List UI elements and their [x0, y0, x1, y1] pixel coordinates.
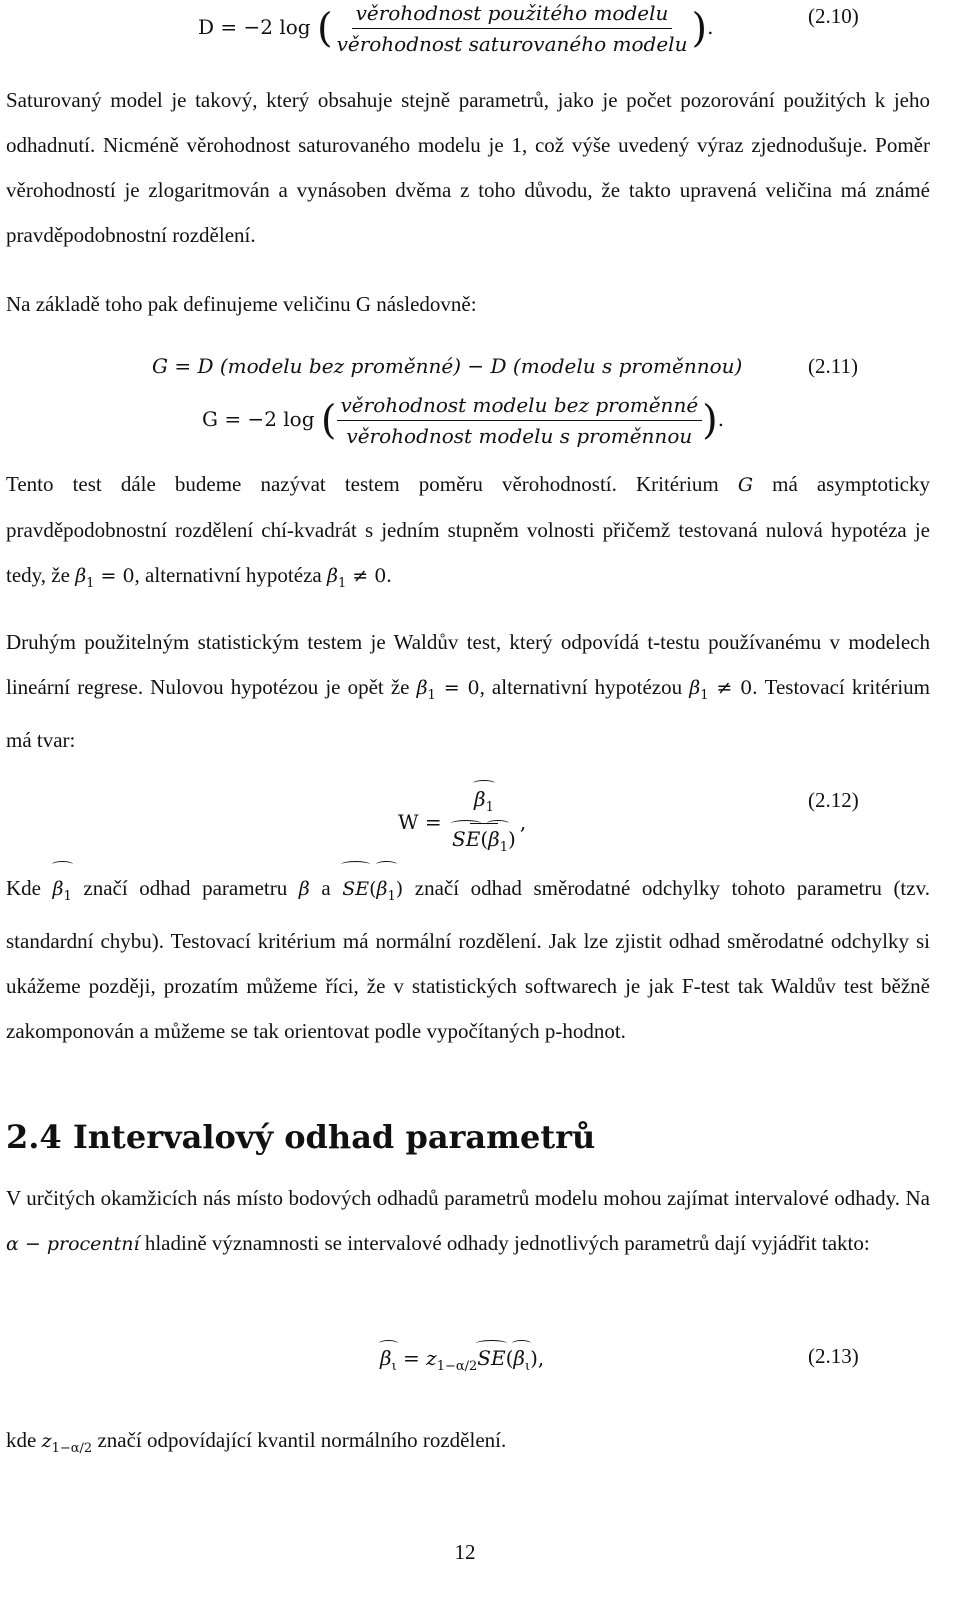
- equation-2-12: W = $\frac{\beta_1}{SE(\beta_1)}$ ,: [398, 786, 526, 861]
- fraction-numerator: $\beta_1$: [470, 786, 498, 824]
- equation-2-11-line2: G = −2 log ( $\frac{\text{věrohodnost modelu bez proměnné}}{\text{věrohodnost modelu s proměnnou}}$ ).: [202, 393, 725, 448]
- equation-2-10: D = −2 log ( $\frac{\text{věrohodnost použitého modelu}}{\text{věrohodnost saturovaného modelu}}$ ).: [198, 1, 714, 56]
- fraction-numerator: věrohodnost modelu bez proměnné: [337, 392, 703, 421]
- equation-2-11-line1: G = D (modelu bez proměnné) − D (modelu s proměnnou): [152, 354, 743, 378]
- fraction: [448, 786, 520, 861]
- fraction: [337, 392, 703, 449]
- paragraph-saturated-model: Saturovaný model je takový, který obsahuje stejně parametrů, jako je počet pozorování použitých k jeho odhadnutí. Nicméně věrohodnost saturovaného modelu je 1, což výše uvedený výraz zjednodušuje. Poměr věrohodností je zlogaritmován a vynásoben dvěma z toho důvodu, že takto upravená veličina má známé pravděpodobnostní rozdělení.: [6, 88, 930, 247]
- page-number: 12: [454, 1540, 476, 1564]
- equation-number: (2.12): [808, 788, 859, 812]
- fraction-denominator: věrohodnost saturovaného modelu: [336, 32, 688, 56]
- paragraph-define-g: Na základě toho pak definujeme veličinu G následovně:: [6, 292, 477, 316]
- fraction: [333, 0, 692, 57]
- equation-number: (2.11): [808, 354, 858, 378]
- equation-lhs: G = −2 log: [202, 407, 315, 431]
- fraction-denominator: věrohodnost modelu s proměnnou: [346, 424, 693, 448]
- equation-lhs: D = −2 log: [198, 15, 311, 39]
- paragraph-interval-estimate: V určitých okamžicích nás místo bodových odhadů parametrů modelu mohou zajímat intervalové odhady. Na α − procentní hladině významnosti se intervalové odhady jednotlivých parametrů dají vyjádřit takto:: [6, 1186, 930, 1255]
- equation-number: (2.13): [808, 1344, 859, 1368]
- equation-number: (2.10): [808, 4, 859, 28]
- paragraph-quantile: kde $z_{1-\alpha/2}$ značí odpovídající kvantil normálního rozdělení.: [6, 1428, 507, 1456]
- equation-2-13: $\beta_\iota = z_{1-\alpha/2}SE(\beta_\iota)$,: [380, 1346, 545, 1374]
- paragraph-wald-description: Kde $\beta_1$ značí odhad parametru β a $SE(\beta_1)$ značí odhad směrodatné odchylky tohoto parametru (tzv. standardní chybu). Testovací kritérium má normální rozdělení. Jak lze zjistit odhad směrodatné odchylky si ukážeme později, prozatím můžeme říci, že v statistických softwarech je jak F-test tak Waldův test běžně zakomponován a můžeme se tak orientovat podle vypočítaných p-hodnot.: [6, 866, 930, 1054]
- equation-lhs: W =: [398, 810, 442, 834]
- fraction-numerator: věrohodnost použitého modelu: [352, 0, 673, 29]
- fraction-denominator: $SE(\beta_1)$: [448, 824, 520, 861]
- paragraph-likelihood-ratio-test: Tento test dále budeme nazývat testem poměru věrohodností. Kritérium G má asymptoticky pravděpodobnostní rozdělení chí-kvadrát s jedním stupněm volnosti přičemž testovaná nulová hypotéza je tedy, že $\beta_1 = 0$, alternativní hypotéza $\beta_1 \ne 0$.: [6, 472, 931, 591]
- paragraph-wald-test: Druhým použitelným statistickým testem je Waldův test, který odpovídá t-testu používanému v modelech lineární regrese. Nulovou hypotézou je opět že $\beta_1 = 0$, alternativní hypotézou $\beta_1 \ne 0$. Testovací kritérium má tvar:: [6, 630, 930, 752]
- section-heading: 2.4 Intervalový odhad parametrů: [6, 1118, 596, 1156]
